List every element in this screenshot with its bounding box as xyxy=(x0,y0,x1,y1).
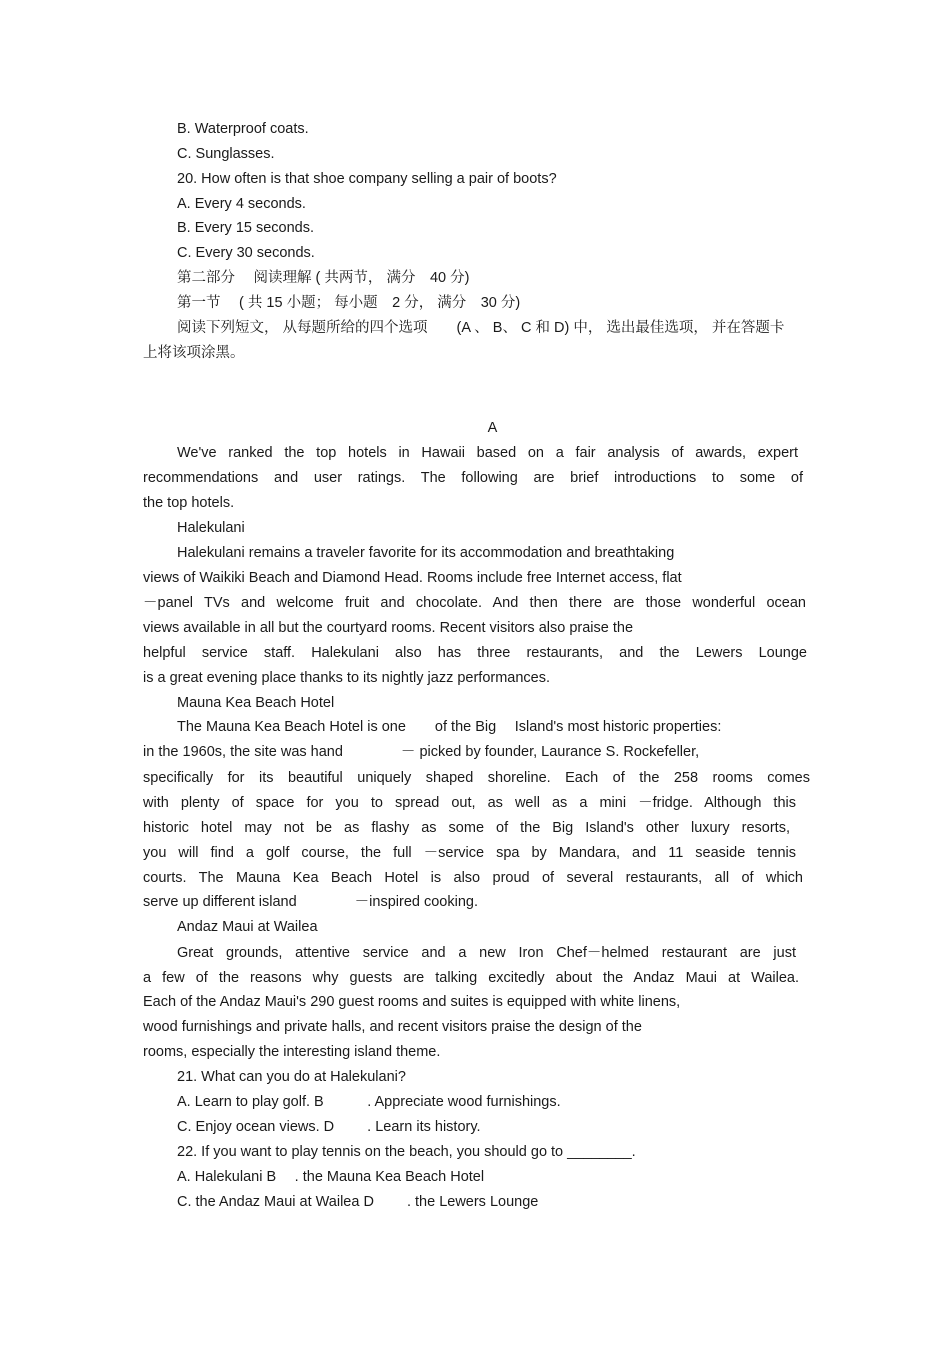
instructions-line-2: 上将该项涂黑。 xyxy=(143,345,245,361)
passage-line: Each of the Andaz Maui's 290 guest rooms and suites is equipped with white linens, xyxy=(143,994,681,1010)
question-20: 20. How often is that shoe company selling a pair of boots? xyxy=(177,171,557,187)
hotel-heading-mauna-kea: Mauna Kea Beach Hotel xyxy=(177,695,335,711)
passage-line: We've ranked the top hotels in Hawaii based on a fair analysis of awards, expert xyxy=(177,445,798,461)
option-a-every-4-seconds: A. Every 4 seconds. xyxy=(177,196,306,212)
passage-line: historic hotel may not be as flashy as some of the Big Island's other luxury resorts, xyxy=(143,820,790,836)
instructions-line-1: 阅读下列短文， 从每题所给的四个选项 (A 、 B、 C 和 D) 中， 选出最佳选项， 并在答题卡 xyxy=(177,320,785,336)
hotel-heading-halekulani: Halekulani xyxy=(177,520,245,536)
question-21-options-ab: A. Learn to play golf. B . Appreciate wood furnishings. xyxy=(177,1094,561,1110)
passage-line: wood furnishings and private halls, and recent visitors praise the design of the xyxy=(143,1019,642,1035)
hotel-heading-andaz-maui: Andaz Maui at Wailea xyxy=(177,919,318,935)
question-22-options-cd: C. the Andaz Maui at Wailea D . the Lewers Lounge xyxy=(177,1194,539,1210)
passage-line: is a great evening place thanks to its nightly jazz performances. xyxy=(143,670,551,686)
option-b-waterproof-coats: B. Waterproof coats. xyxy=(177,121,309,137)
question-22-options-ab: A. Halekulani B . the Mauna Kea Beach Hotel xyxy=(177,1169,485,1185)
passage-line: a few of the reasons why guests are talking excitedly about the Andaz Maui at Wailea. xyxy=(143,970,799,986)
passage-line: with plenty of space for you to spread out, as well as a mini －fridge. Although this xyxy=(143,795,796,811)
section-heading-part-one: 第一节 ( 共 15 小题； 每小题 2 分， 满分 30 分) xyxy=(177,295,521,311)
option-b-every-15-seconds: B. Every 15 seconds. xyxy=(177,220,315,236)
passage-line: you will find a golf course, the full －service spa by Mandara, and 11 seaside tennis xyxy=(143,845,796,861)
section-heading-part-two: 第二部分 阅读理解 ( 共两节， 满分 40 分) xyxy=(177,270,470,286)
passage-line: the top hotels. xyxy=(143,495,235,511)
question-21-options-cd: C. Enjoy ocean views. D . Learn its history. xyxy=(177,1119,481,1135)
passage-line: rooms, especially the interesting island theme. xyxy=(143,1044,441,1060)
passage-line: －panel TVs and welcome fruit and chocolate. And then there are those wonderful ocean xyxy=(143,595,806,611)
passage-line: in the 1960s, the site was hand － picked by founder, Laurance S. Rockefeller, xyxy=(143,744,700,760)
passage-line: views available in all but the courtyard rooms. Recent visitors also praise the xyxy=(143,620,634,636)
option-c-sunglasses: C. Sunglasses. xyxy=(177,146,275,162)
passage-title-a: A xyxy=(487,420,498,436)
passage-line: helpful service staff. Halekulani also has three restaurants, and the Lewers Lounge xyxy=(143,645,807,661)
passage-line: Halekulani remains a traveler favorite for its accommodation and breathtaking xyxy=(177,545,675,561)
passage-line: specifically for its beautiful uniquely shaped shoreline. Each of the 258 rooms comes xyxy=(143,770,810,786)
question-22: 22. If you want to play tennis on the beach, you should go to ________. xyxy=(177,1144,636,1160)
passage-line: serve up different island －inspired cooking. xyxy=(143,894,479,910)
passage-line: The Mauna Kea Beach Hotel is one of the Big Island's most historic properties: xyxy=(177,719,722,735)
passage-line: recommendations and user ratings. The following are brief introductions to some of xyxy=(143,470,803,486)
passage-line: courts. The Mauna Kea Beach Hotel is also proud of several restaurants, all of which xyxy=(143,870,803,886)
question-21: 21. What can you do at Halekulani? xyxy=(177,1069,406,1085)
passage-line: Great grounds, attentive service and a new Iron Chef－helmed restaurant are just xyxy=(177,945,796,961)
passage-line: views of Waikiki Beach and Diamond Head. Rooms include free Internet access, flat xyxy=(143,570,682,586)
option-c-every-30-seconds: C. Every 30 seconds. xyxy=(177,245,315,261)
